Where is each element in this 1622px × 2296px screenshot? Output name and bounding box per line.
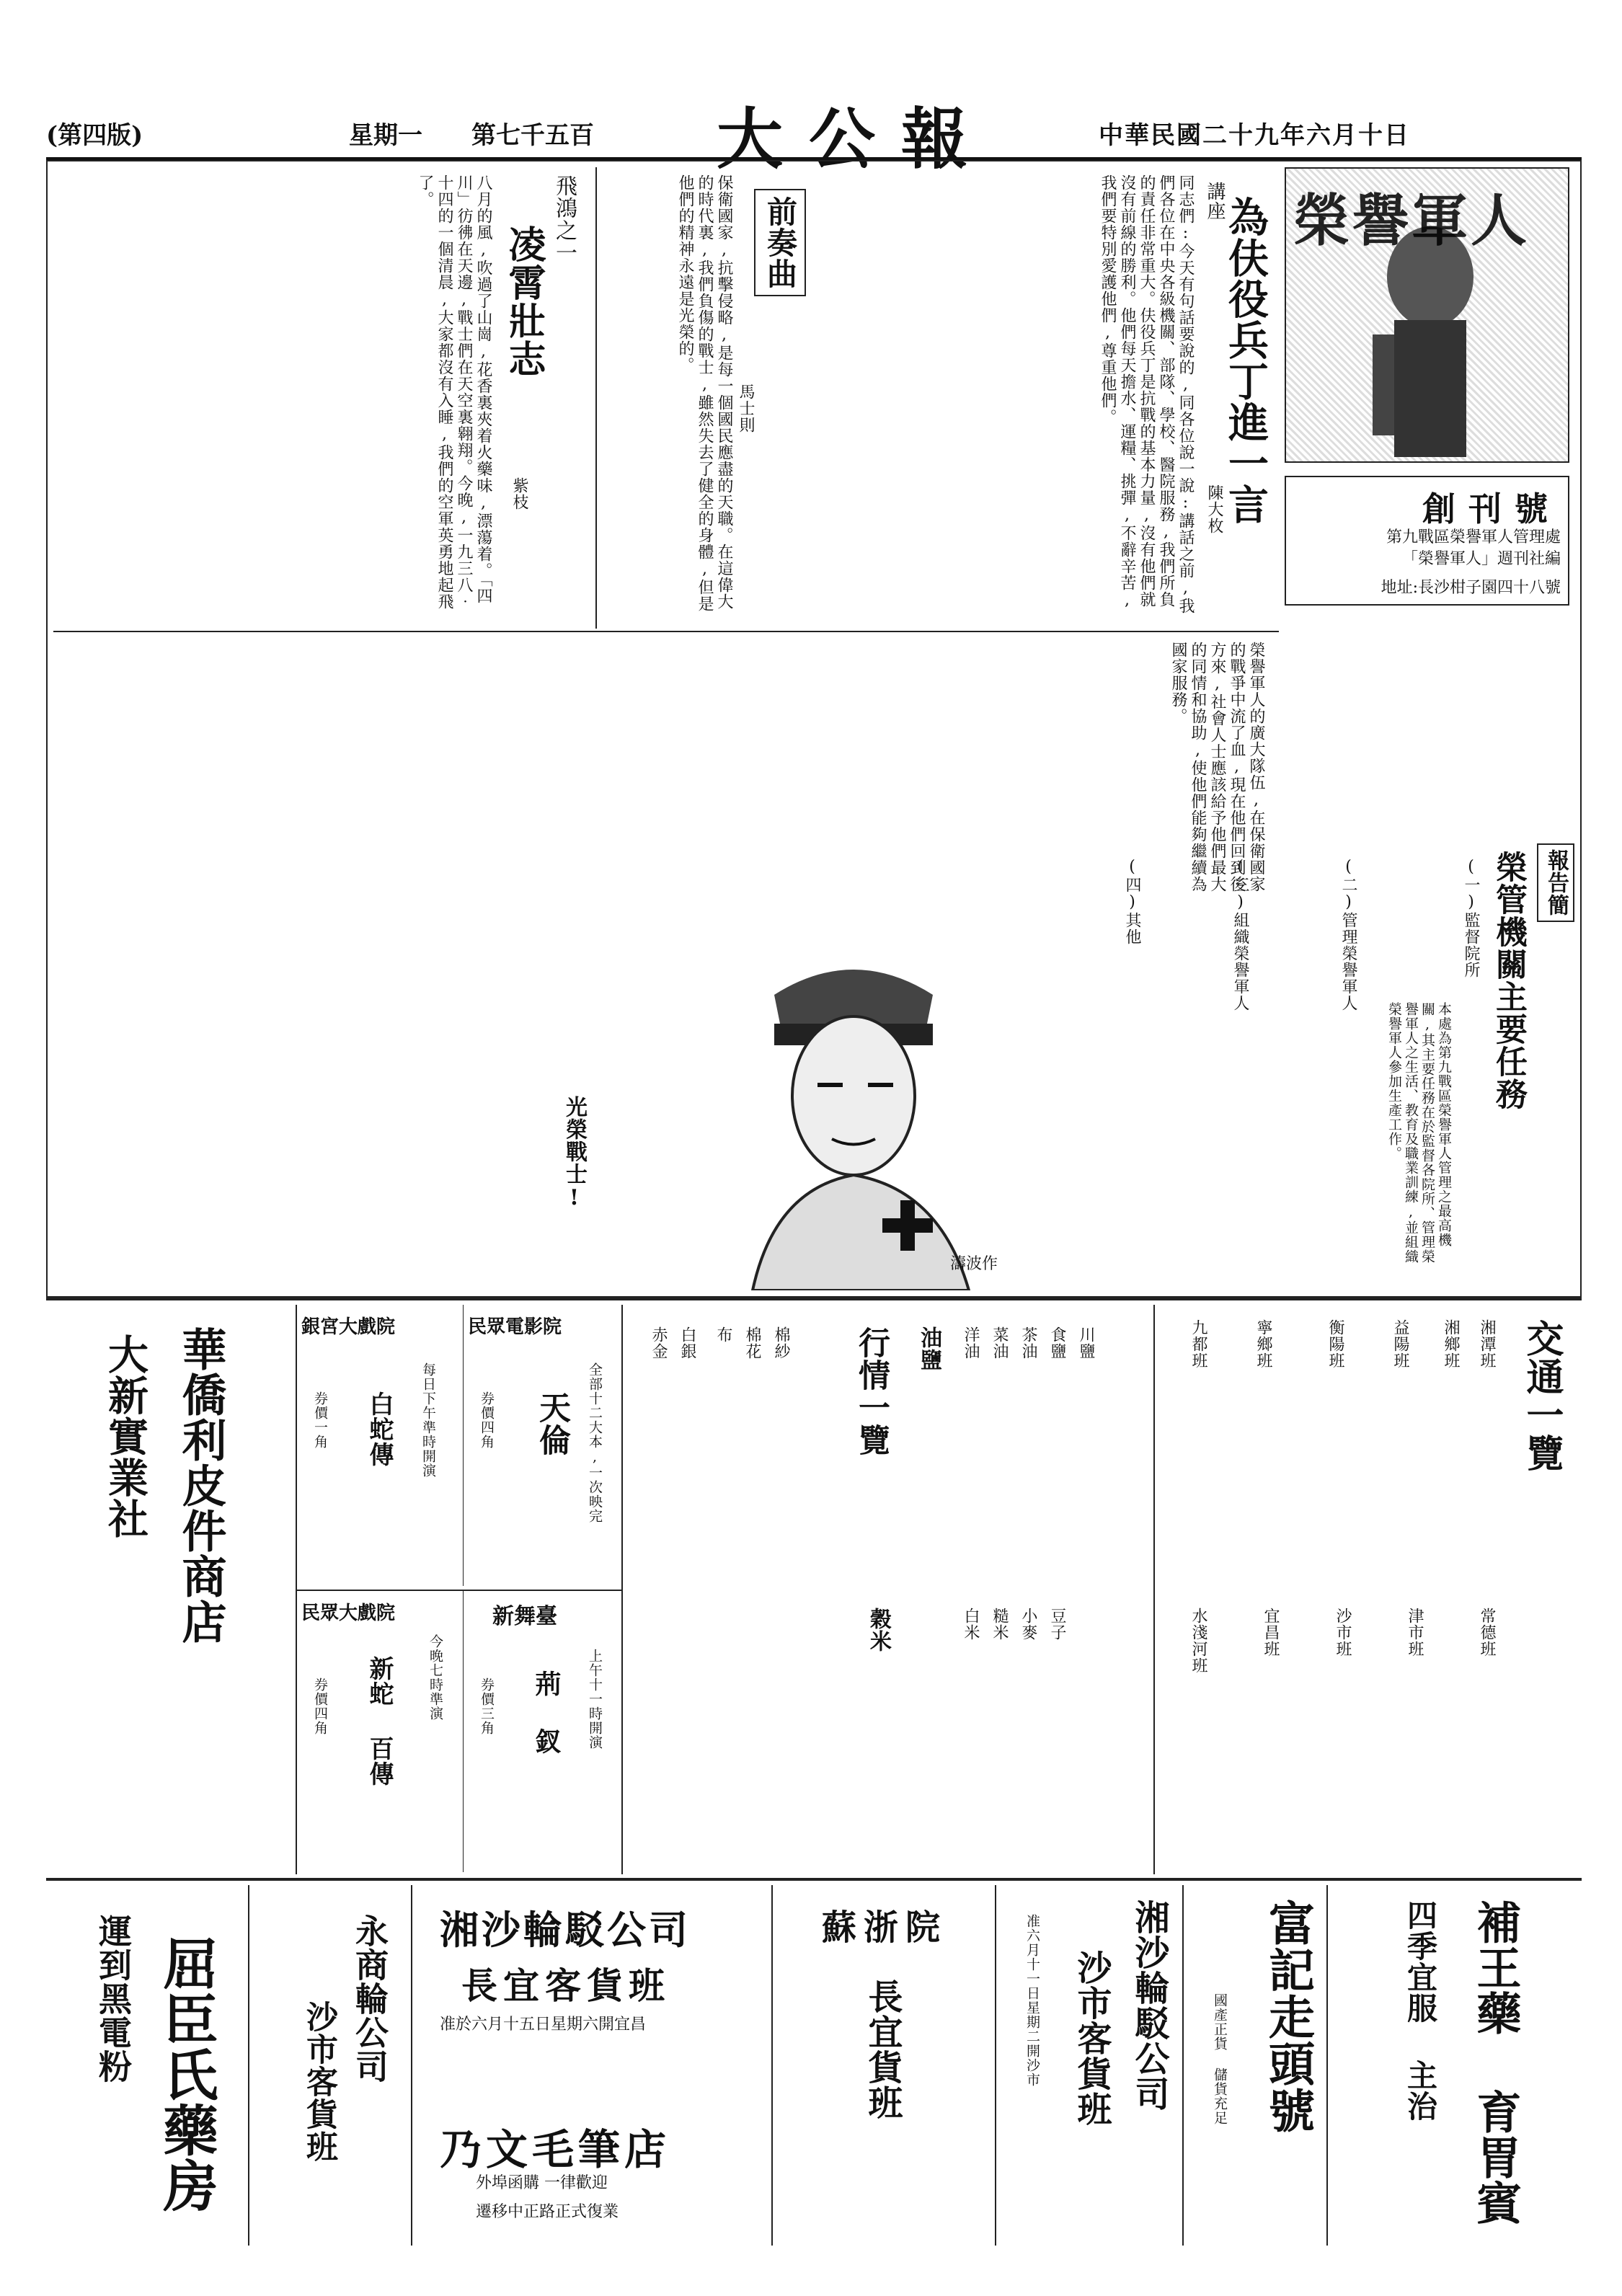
poem-title: 凌霄壯志 [502, 225, 546, 378]
brief-item-2: (二)管理榮譽軍人 [1339, 858, 1357, 1011]
medicine-sub: 四季宜服 主治 [1403, 1900, 1438, 2122]
traffic-route-10: 九都班 [1189, 1319, 1207, 1369]
prelude-body: 保衛國家,抗擊侵略,是每一個國民應盡的天職。在這偉大的時代裏,我們負傷的戰士,雖然失去了健全的身體,但是他們的精神永遠是光榮的。 [676, 174, 733, 612]
masthead [46, 100, 1582, 178]
masthead-issue: 第七千五百 [471, 121, 594, 150]
lead-article [820, 167, 1275, 629]
weekly-logo [1285, 167, 1569, 463]
brief-label: 報告簡 [1537, 843, 1574, 922]
industrial-ad-name: 華僑利皮件商店 [174, 1326, 227, 1644]
traffic-route-3: 常德班 [1478, 1608, 1496, 1657]
shipping2-company: 湘沙輪駁公司 [440, 1907, 691, 1953]
masthead-edition: (第四版) [46, 121, 143, 150]
traffic-title: 交通一覽 [1520, 1319, 1564, 1472]
shipping1-route: 沙市客貨班 [301, 2000, 337, 2163]
price-item-10: 糙米 [991, 1608, 1009, 1641]
pen-name: 乃文毛筆店 [440, 2125, 671, 2174]
medicine-ad [1334, 1885, 1582, 2246]
lead-article-author: 陳大枚 [1205, 484, 1223, 534]
masthead-title: 大公報 [717, 100, 994, 178]
theater-1-note: 全部十二大本,一次映完 [587, 1362, 603, 1523]
traffic-route-1: 湘潭班 [1478, 1319, 1496, 1369]
prelude-article [595, 167, 813, 629]
price-item-7: 棉花 [743, 1326, 761, 1360]
price-item-9: 白米 [962, 1608, 980, 1641]
theater-4-price: 券價三角 [479, 1677, 495, 1735]
middle-article-body: 榮譽軍人的廣大隊伍,在保衛國家的戰爭中流了血,現在他們回到後方來,社會人士應該給予他們最大的同情和協助,使他們能夠繼續為國家服務。 [1169, 642, 1265, 892]
price-item-6: 棉紗 [772, 1326, 790, 1360]
traffic-route-2: 湘鄉班 [1442, 1319, 1460, 1369]
traffic-route-7: 津市班 [1406, 1608, 1424, 1657]
weekly-info-box [1285, 476, 1569, 606]
bottom-top-rule [46, 1878, 1582, 1881]
theater-3-price: 券價四角 [312, 1677, 328, 1735]
brief-body: 本處為第九戰區榮譽軍人管理之最高機關,其主要任務在於監督各院所、管理榮譽軍人之生活、教育及職業訓練,並組織榮譽軍人參加生產工作。 [1386, 1002, 1452, 1264]
lead-article-title: 為伕役兵丁進一言 [1222, 196, 1269, 525]
weekly-tag-text: 創刊號 [1422, 489, 1561, 528]
price-item-3: 茶油 [1019, 1326, 1037, 1360]
theater-ad-name: 蘇浙院 [822, 1907, 948, 1948]
theater-4-note: 上午十一時開演 [587, 1649, 603, 1750]
lead-article-body: 同志們:今天有句話要說的,同各位說一說:講話之前,我們各位在中央各級機關、部隊、學校、醫院服務,我們所負的責任非常重大。伕役兵丁是抗戰的基本力量,沒有他們就沒有前線的勝利。他們每天擔水、運糧、挑彈,不辭辛苦,我們要特別愛護他們,尊重他們。 [1099, 174, 1195, 614]
theater-2-name: 銀宮大戲院 [301, 1316, 396, 1338]
shipping2-route: 長宜客貨班 [461, 1964, 670, 2007]
traffic-route-9: 宜昌班 [1262, 1608, 1280, 1657]
price-item-14: 白銀 [678, 1326, 696, 1360]
traffic-route-11: 水淺河班 [1189, 1608, 1207, 1674]
upper-divider [53, 631, 1279, 632]
weekly-address: 地址:長沙柑子園四十八號 [1381, 579, 1561, 597]
pharmacy-name: 屈臣氏藥房 [154, 1936, 218, 2213]
prices-grain-label: 穀米 [866, 1608, 891, 1652]
pharmacy-ad [53, 1885, 249, 2246]
brief-item-4: (四)其他 [1123, 858, 1141, 945]
prices-title: 行情一覽 [853, 1326, 890, 1456]
theater-3-show: 新蛇 百傳 [365, 1656, 394, 1786]
traffic-route-5: 衡陽班 [1326, 1319, 1344, 1369]
theater-2-note: 每日下午準時開演 [420, 1362, 436, 1478]
theater-4-show: 荊 釵 [531, 1670, 562, 1755]
band-top-rule [46, 1298, 1582, 1300]
theater-4 [463, 1590, 622, 1872]
theater-4-name: 新舞臺 [492, 1604, 557, 1629]
poem-header: 飛鴻之一 [551, 174, 577, 264]
theater-1 [463, 1305, 622, 1586]
shipping2-note: 准於六月十五日星期六開宜昌 [440, 2016, 647, 2034]
traffic-section [1153, 1305, 1583, 1874]
theater-ad-route: 長宜貨班 [862, 1979, 903, 2120]
theater-3 [297, 1590, 463, 1872]
prices-section [627, 1305, 1146, 1874]
price-item-1: 洋油 [962, 1326, 980, 1360]
price-item-11: 小麥 [1019, 1608, 1037, 1641]
shipping2-ad [418, 1885, 773, 2246]
weekly-header [1277, 167, 1574, 528]
store-name: 富記走頭號 [1261, 1900, 1315, 2134]
shipping3-route: 沙市客貨班 [1071, 1950, 1112, 2127]
brief-item-3: (三)組織榮譽軍人 [1231, 858, 1249, 1011]
price-item-13: 赤金 [650, 1326, 668, 1360]
weekly-publisher: 第九戰區榮譽軍人管理處 [1386, 528, 1561, 546]
shipping3-ad [1002, 1885, 1184, 2246]
poem-author: 紫枝 [510, 477, 528, 510]
masthead-date: 中華民國二十九年六月十日 [1099, 121, 1410, 150]
theater-1-price: 券價四角 [479, 1391, 495, 1449]
theater-2-price: 券價一角 [312, 1391, 328, 1449]
theater-1-name: 民眾電影院 [468, 1316, 562, 1338]
store-sub: 國產正貨 儲貨充足 [1212, 1993, 1228, 2125]
price-item-8: 布 [714, 1326, 732, 1343]
prelude-title: 前奏曲 [754, 189, 806, 296]
price-item-4: 食鹽 [1048, 1326, 1066, 1360]
theater-ad [779, 1885, 996, 2246]
pen-addr: 遷移中正路正式復業 [476, 2203, 619, 2221]
price-item-5: 川鹽 [1077, 1326, 1095, 1360]
price-item-12: 豆子 [1048, 1608, 1066, 1641]
price-item-2: 菜油 [991, 1326, 1009, 1360]
wounded-soldier-icon [666, 916, 1041, 1290]
medicine-name: 補王藥 育胃賓 [1469, 1900, 1522, 2225]
theater-3-name: 民眾大戲院 [301, 1603, 396, 1624]
prelude-author: 馬士則 [737, 384, 755, 433]
shipping1-ad [252, 1885, 412, 2246]
poem-article [53, 167, 587, 629]
illustration [562, 916, 1041, 1290]
theater-1-show: 天倫 [533, 1391, 570, 1456]
theater-2 [297, 1305, 463, 1586]
weekly-compiled: 「榮譽軍人」週刊社編 [1401, 550, 1561, 568]
prices-oil-label: 油鹽 [916, 1326, 941, 1371]
poem-body: 八月的風,吹過了山崗,花香裏夾着火藥味,漂蕩着。「四川」彷彿在天邊,戰士們在天空裏翱翔。今晚,一九三八‧十四的一個清晨,大家都沒有入睡,我們的空軍英勇地起飛了。 [416, 174, 492, 610]
traffic-route-8: 沙市班 [1334, 1608, 1352, 1657]
traffic-route-6: 寧鄉班 [1254, 1319, 1272, 1369]
shipping3-company: 湘沙輪駁公司 [1129, 1900, 1169, 2111]
shipping3-note: 准六月十一日星期二開沙市 [1024, 1914, 1040, 2087]
illustration-caption: 光榮戰士! [562, 1096, 587, 1211]
theater-2-show: 白蛇傳 [365, 1391, 394, 1467]
pharmacy-sub: 運到黑電粉 [94, 1914, 133, 2083]
brief-title: 榮管機關主要任務 [1490, 851, 1527, 1110]
weekly-logo-text: 榮譽軍人 [1293, 188, 1530, 254]
industrial-ad-sub: 大新實業社 [102, 1334, 149, 1539]
illustration-artist: 濤波作 [949, 1255, 998, 1273]
masthead-weekday: 星期一 [349, 121, 422, 150]
lead-article-kicker: 講座 [1204, 182, 1226, 221]
traffic-route-4: 益陽班 [1391, 1319, 1409, 1369]
brief-article [1045, 843, 1574, 1290]
industrial-ad [53, 1305, 291, 1874]
store-ad [1189, 1885, 1328, 2246]
theaters-section [296, 1305, 623, 1874]
theater-3-note: 今晚七時準演 [427, 1634, 443, 1721]
pen-sub: 外埠函購 一律歡迎 [476, 2174, 608, 2192]
shipping1-company: 永商輪公司 [350, 1914, 389, 2083]
brief-item-1: (一)監督院所 [1462, 858, 1480, 978]
